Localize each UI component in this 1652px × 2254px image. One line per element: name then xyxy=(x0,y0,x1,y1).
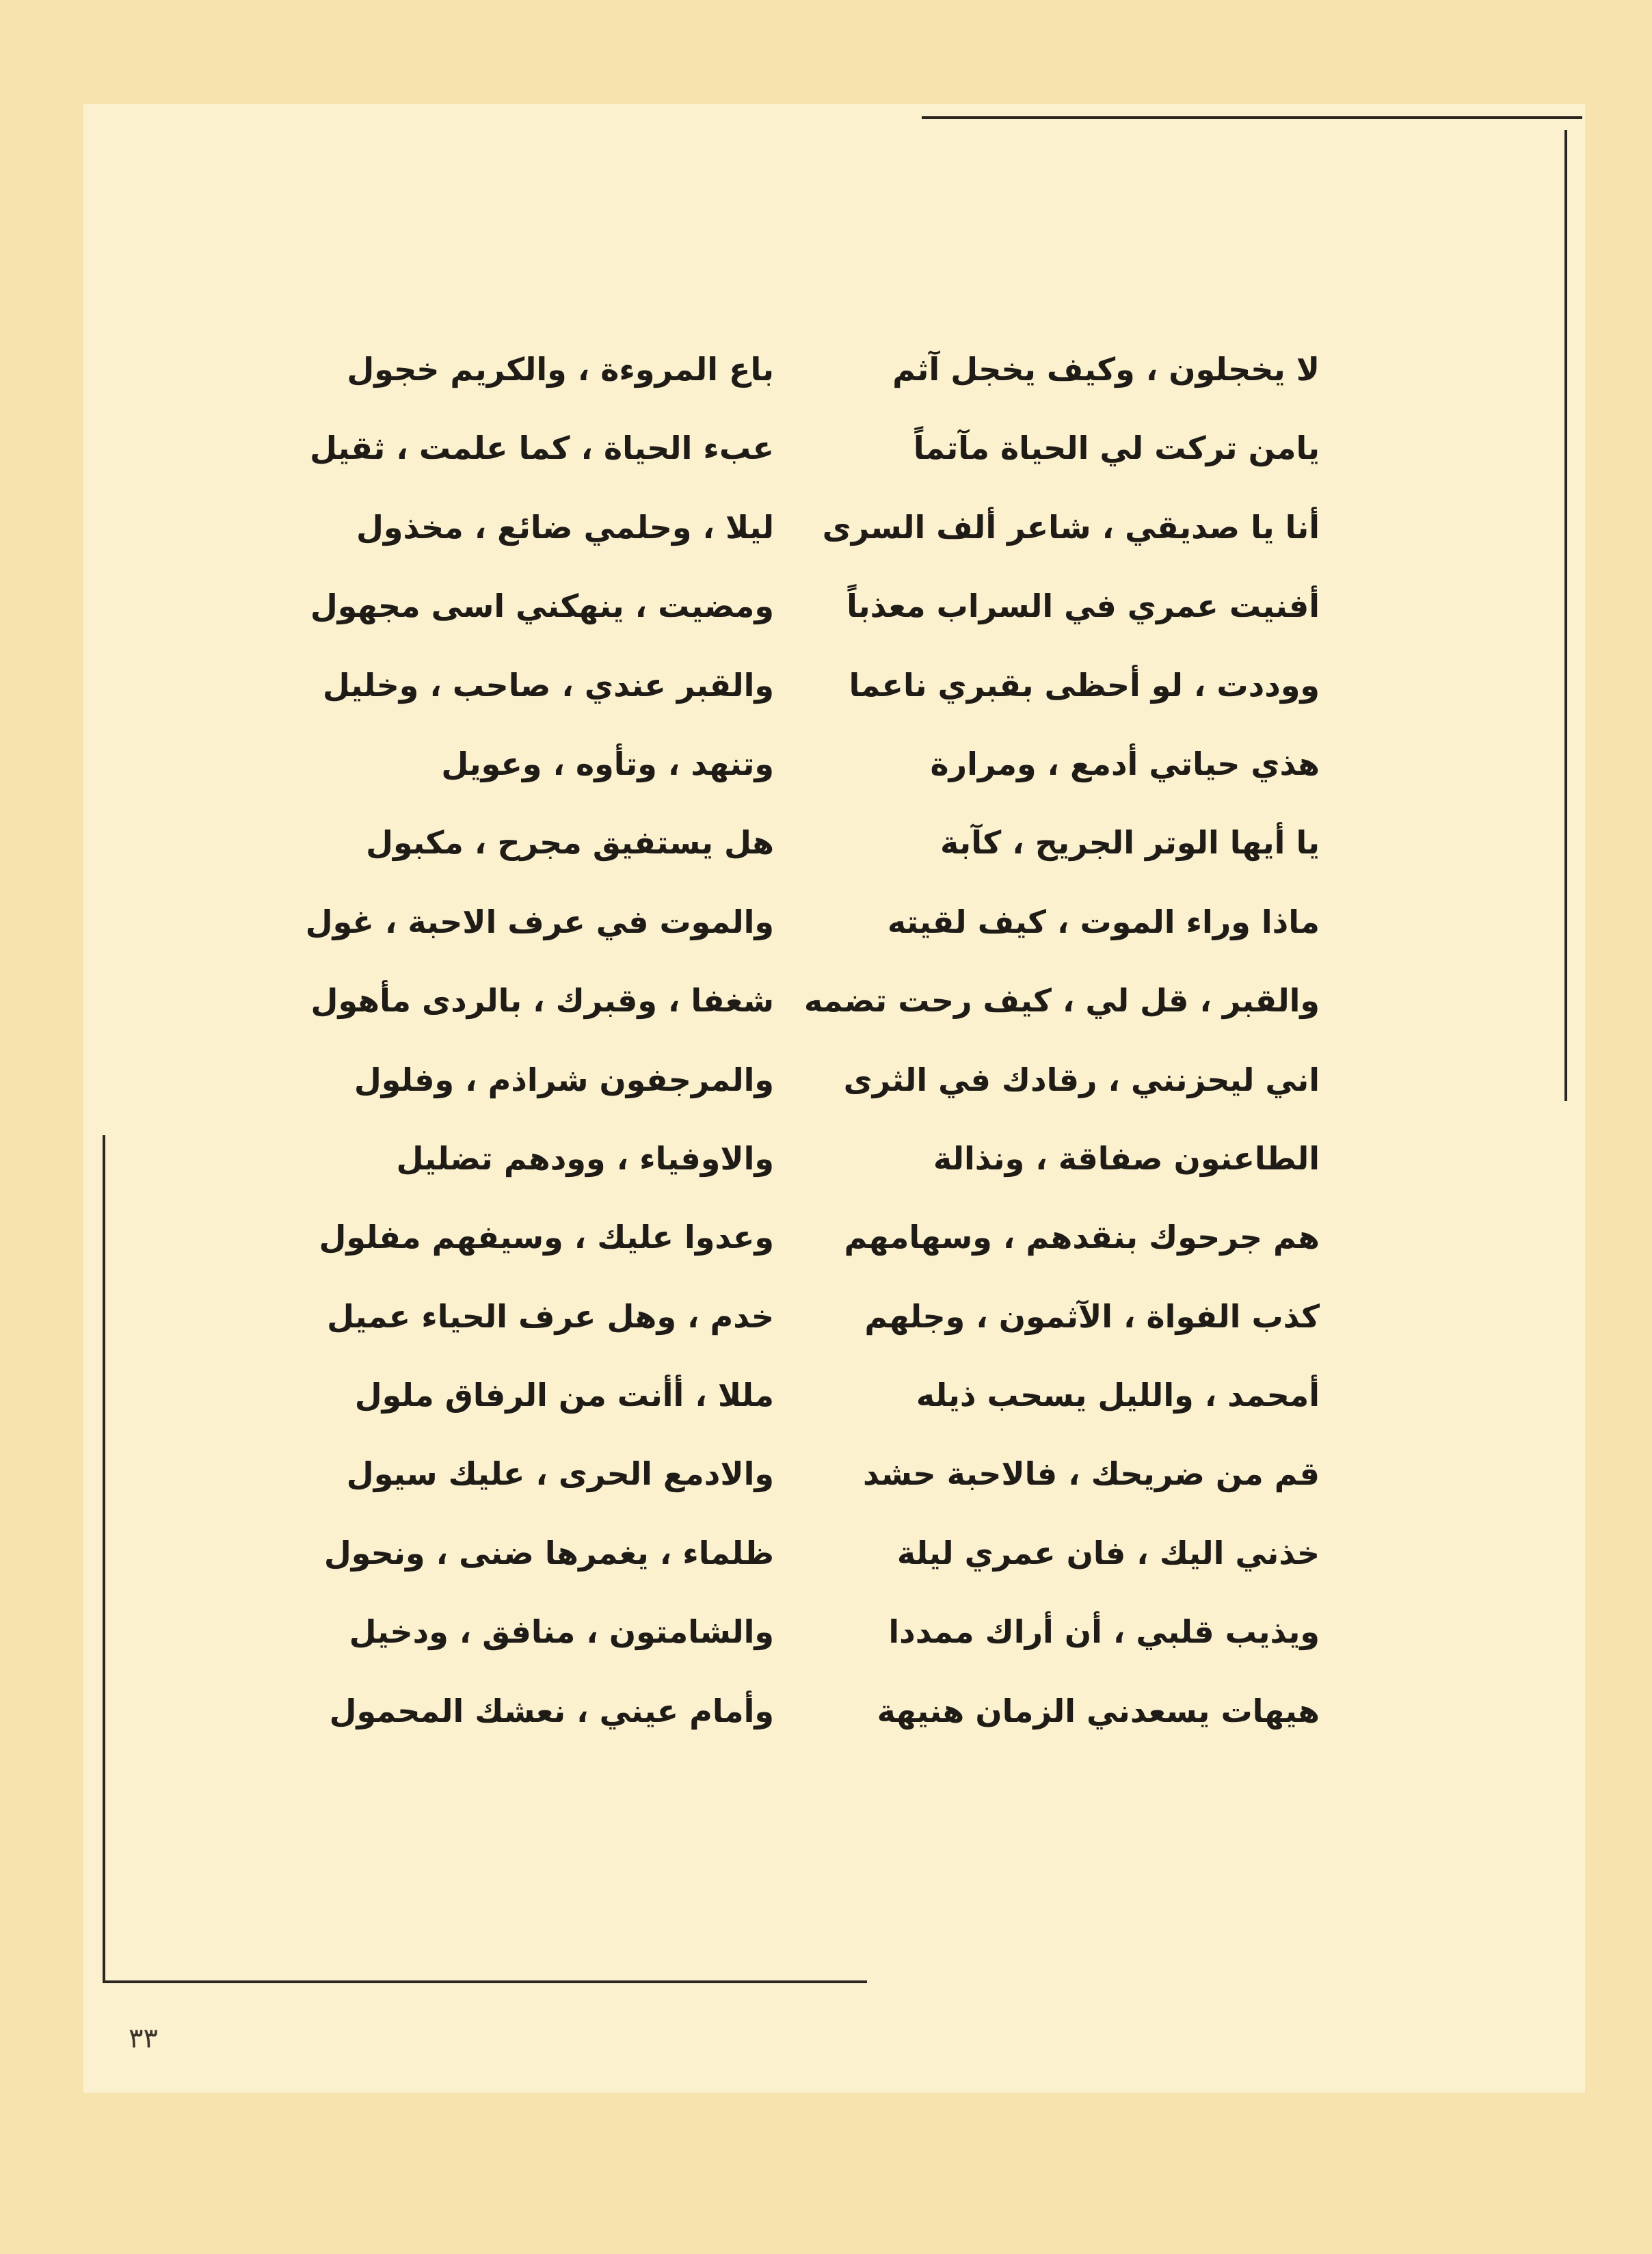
verse-line: أنا يا صديقي ، شاعر ألف السرى xyxy=(822,508,1320,546)
right-rule xyxy=(1564,130,1567,1101)
verse-line: وعدوا عليك ، وسيفهم مفلول xyxy=(319,1219,774,1256)
verse-line: وتنهد ، وتأوه ، وعويل xyxy=(441,745,774,782)
verse-line: والمرجفون شراذم ، وفلول xyxy=(354,1061,774,1098)
verse-line: ووددت ، لو أحظى بقبري ناعما xyxy=(849,666,1320,704)
verse-line: هم جرحوك بنقدهم ، وسهامهم xyxy=(844,1219,1320,1256)
verse-line: هل يستفيق مجرح ، مكبول xyxy=(366,824,774,862)
verse-line: والقبر ، قل لي ، كيف رحت تضمه xyxy=(803,982,1320,1020)
page-sheet xyxy=(83,104,1585,2093)
verse-line: والموت في عرف الاحبة ، غول xyxy=(305,903,774,940)
verse-line: ظلماء ، يغمرها ضنى ، ونحول xyxy=(323,1534,774,1572)
verse-line: شغفا ، وقبرك ، بالردى مأهول xyxy=(310,982,774,1020)
verse-line: هذي حياتي أدمع ، ومرارة xyxy=(930,745,1320,782)
verse-line: اني ليحزنني ، رقادك في الثرى xyxy=(843,1061,1320,1098)
verse-line: أفنيت عمري في السراب معذباً xyxy=(847,587,1320,625)
verse-line: باع المروءة ، والكريم خجول xyxy=(347,351,774,388)
left-rule xyxy=(103,1135,105,1983)
verse-line: مللا ، أأنت من الرفاق ملول xyxy=(354,1377,774,1414)
verse-line: هيهات يسعدني الزمان هنيهة xyxy=(877,1692,1320,1729)
verse-line: والشامتون ، منافق ، ودخيل xyxy=(349,1613,774,1651)
verse-line: ويذيب قلبي ، أن أراك ممددا xyxy=(888,1613,1320,1651)
left-verse-column xyxy=(305,341,774,1761)
verse-line: يا أيها الوتر الجريح ، كآبة xyxy=(940,824,1320,862)
page-number: ٣٣ xyxy=(129,2023,158,2054)
verse-line: أمحمد ، والليل يسحب ذيله xyxy=(916,1377,1320,1414)
verse-line: والادمع الحرى ، عليك سيول xyxy=(346,1455,774,1493)
top-rule xyxy=(922,116,1582,119)
verse-line: يامن تركت لي الحياة مآتماً xyxy=(913,429,1320,467)
verse-line: لا يخجلون ، وكيف يخجل آثم xyxy=(892,351,1320,388)
verse-line: والاوفياء ، وودهم تضليل xyxy=(396,1139,774,1177)
verse-line: عبء الحياة ، كما علمت ، ثقيل xyxy=(310,429,774,467)
verse-line: خذني اليك ، فان عمري ليلة xyxy=(896,1534,1320,1572)
verse-line: قم من ضريحك ، فالاحبة حشد xyxy=(863,1455,1320,1493)
verse-line: ليلا ، وحلمي ضائع ، مخذول xyxy=(356,508,774,546)
right-verse-column xyxy=(803,341,1320,1761)
bottom-rule xyxy=(103,1980,867,1983)
verse-line: والقبر عندي ، صاحب ، وخليل xyxy=(322,666,774,704)
verse-line: كذب الفواة ، الآثمون ، وجلهم xyxy=(864,1297,1320,1335)
verse-line: ومضيت ، ينهكني اسى مجهول xyxy=(310,587,774,625)
verse-line: الطاعنون صفاقة ، ونذالة xyxy=(933,1139,1320,1177)
verse-line: ماذا وراء الموت ، كيف لقيته xyxy=(887,903,1320,940)
verse-line: خدم ، وهل عرف الحياء عميل xyxy=(327,1297,774,1335)
verse-line: وأمام عيني ، نعشك المحمول xyxy=(329,1692,774,1729)
